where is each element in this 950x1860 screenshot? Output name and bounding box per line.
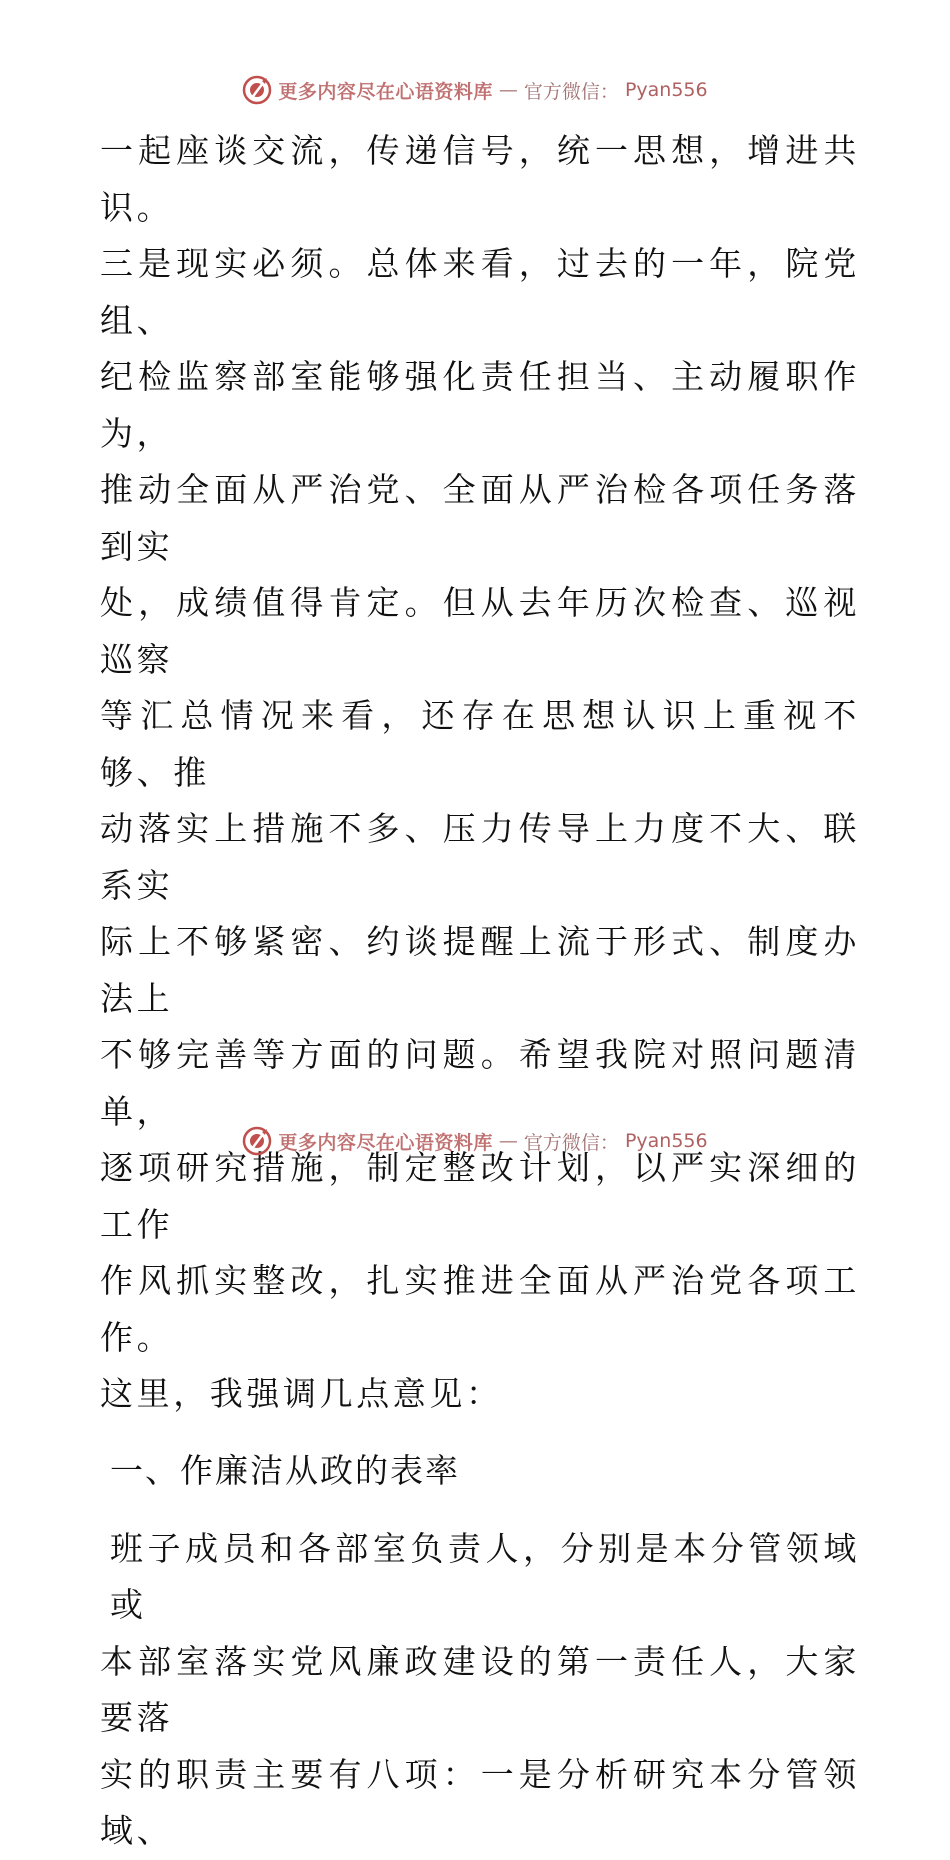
watermark-sub-text: 官方微信： (523, 1131, 619, 1154)
text-line: 纪检监察部室能够强化责任担当、主动履职作为， (100, 357, 860, 453)
text-line: 际上不够紧密、约谈提醒上流于形式、制度办法上 (100, 922, 860, 1018)
watermark-wechat-id: Pyan556 (624, 1130, 708, 1152)
paragraph-2 (100, 1521, 860, 1860)
text-line: 这里，我强调几点意见： (100, 1374, 503, 1413)
text-line: 班子成员和各部室负责人，分别是本分管领域或 (110, 1528, 860, 1624)
watermark-footer (0, 1121, 950, 1161)
text-line: 处，成绩值得肯定。但从去年历次检查、巡视巡察 (100, 583, 860, 679)
paragraph-1 (100, 123, 860, 1423)
text-line: 不够完善等方面的问题。希望我院对照问题清单， (100, 1035, 860, 1131)
watermark-sub-text: 官方微信： (523, 80, 619, 103)
text-line: 推动全面从严治党、全面从严治检各项任务落到实 (100, 470, 860, 566)
watermark-dash: — (498, 79, 518, 101)
text-line: 本部室落实党风廉政建设的第一责任人，大家要落 (100, 1641, 860, 1737)
text-line: 实的职责主要有八项：一是分析研究本分管领域、 (100, 1754, 860, 1850)
watermark-header (0, 70, 950, 110)
section-heading: 一、作廉洁从政的表率 (110, 1450, 460, 1490)
text-line: 动落实上措施不多、压力传导上力度不大、联系实 (100, 809, 860, 905)
watermark-main-text: 更多内容尽在心语资料库 (278, 1131, 493, 1154)
document-body (100, 123, 860, 1860)
watermark-main-text: 更多内容尽在心语资料库 (278, 80, 493, 103)
text-line: 作风抓实整改，扎实推进全面从严治党各项工作。 (100, 1261, 860, 1357)
text-line: 一起座谈交流，传递信号，统一思想，增进共识。 (100, 131, 860, 227)
watermark-wechat-id: Pyan556 (624, 79, 708, 101)
text-line: 等汇总情况来看，还存在思想认识上重视不够、推 (100, 696, 860, 792)
watermark-dash: — (498, 1130, 518, 1152)
text-line: 逐项研究措施，制定整改计划，以严实深细的工作 (100, 1148, 860, 1244)
brand-logo-icon (242, 75, 272, 105)
text-line: 三是现实必须。总体来看，过去的一年，院党组、 (100, 244, 860, 340)
brand-logo-icon (242, 1126, 272, 1156)
